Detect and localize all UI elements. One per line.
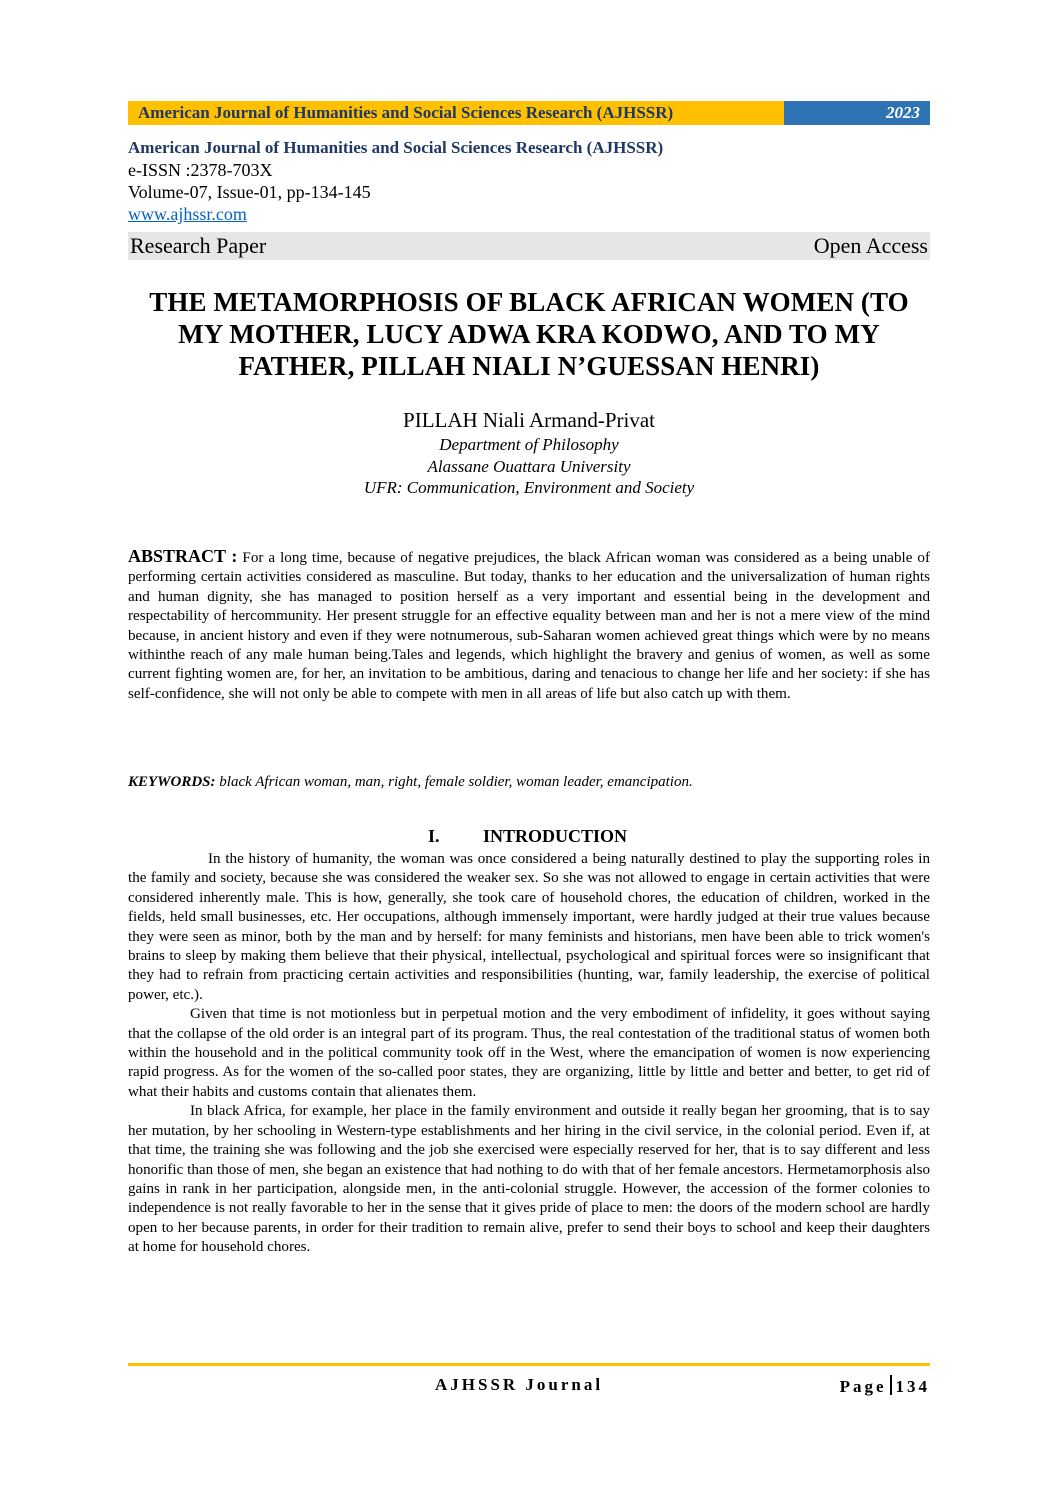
journal-name: American Journal of Humanities and Social Sciences Research (AJHSSR) [128,138,664,157]
section-number: I. [428,826,440,846]
paper-title [128,286,930,382]
footer-page [840,1375,930,1397]
paragraph: Given that time is not motionless but in perpetual motion and the very embodiment of infidelity, it goes without saying that the collapse of the old order is an integral part of its program. Thus, the real contestation of the traditional status of women both within the household and in the political community took off in the West, where the emancipation of women is now experiencing rapid progress. As for the women of the so-called poor states, they are organizing, little by little and better and better, to get rid of what their habits and customs contain that alienates them. [128,1006,930,1100]
keywords-label: KEYWORDS: [128,774,216,790]
footer-page-label: Page [839,1377,887,1396]
journal-issn: e-ISSN :2378-703X [128,160,273,180]
affiliation-line: Department of Philosophy [439,435,619,454]
affiliation-line: Alassane Ouattara University [427,456,631,476]
header-journal-title: American Journal of Humanities and Social Sciences Research (AJHSSR) [128,101,784,125]
author-name: PILLAH Niali Armand-Privat [403,408,655,432]
title-line: THE METAMORPHOSIS OF BLACK AFRICAN WOMEN (TO [149,287,909,317]
abstract-label: ABSTRACT : [128,546,238,566]
footer-journal: AJHSSR Journal [435,1375,604,1394]
paper-type: Research Paper [130,233,267,258]
paragraph: In the history of humanity, the woman was once considered a being naturally destined to play the supporting roles in the family and society, because she was considered the weaker sex. So she was not allowed to engage in certain activities that were considered inherently male. This is how, generally, she took care of household chores, the education of children, worked in the fields, held small businesses, etc. Her occupations, although immensely important, were hardly judged at their true values because they were seen as minor, both by the man and by herself: for many feminists and historians, men have been able to trick women's brains to sleep by making them believe that their physical, intellectual, psychological and spiritual forces were so insignificant that they had to refrain from practicing certain activities and responsibilities (hunting, war, family leadership, the exercise of political power, etc.). [128,851,930,1003]
journal-info [128,137,930,225]
footer-page-number: 134 [895,1377,930,1396]
abstract [128,547,930,704]
author-affiliation [128,434,930,499]
journal-header-bar [128,101,930,125]
header-year: 2023 [784,101,930,125]
affiliation-line: UFR: Communication, Environment and Society [363,478,695,497]
journal-url-link[interactable]: www.ajhssr.com [128,204,247,224]
section-title: INTRODUCTION [483,826,628,846]
paragraph: In black Africa, for example, her place in the family environment and outside it really began her grooming, that is to say her mutation, by her schooling in Western-type establishments and her hiring in the civil service, in the colonial period. Even if, at that time, the training she was following and the job she exercised were especially reserved for her, that is to say different and less honorific than those of men, she began an existence that had nothing to do with that of her female ancestors. Hermetamorphosis also gains in rank in her participation, alongside men, in the anti-colonial struggle. However, the accession of the former colonies to independence is not really favorable to her in the sense that it gives pride of place to men: the doors of the modern school are hardly open to her because parents, in order for their tradition to remain alive, prefer to send their boys to school and keep their daughters at home for household chores. [128,1103,930,1256]
abstract-text: For a long time, because of negative prejudices, the black African woman was considered as a being unable of performing certain activities considered as masculine. But today, thanks to her education and the universalization of human rights and human dignity, she has managed to position herself as a very important and essential being in the development and respectability of hercommunity. Her present struggle for an effective equality between man and her is not a mere view of the mind because, in ancient history and even if they were notnumerous, sub-Saharan women achieved great things which were by no means withinthe reach of any male human being.Tales and legends, which highlight the bravery and genius of women, as well as some current fighting women are, for her, an invitation to be ambitious, daring and tenacious to change her life and her society: if she has self-confidence, she will not only be able to compete with men in all areas of life but also catch up with them. [128,550,930,702]
access-type: Open Access [813,233,928,258]
footer-separator [890,1375,892,1395]
keywords [128,774,930,791]
journal-volume: Volume-07, Issue-01, pp-134-145 [128,182,371,202]
paper-type-bar [128,232,930,260]
keywords-text: black African woman, man, right, female soldier, woman leader, emancipation. [219,774,693,790]
title-line: FATHER, PILLAH NIALI N’GUESSAN HENRI) [238,351,820,381]
introduction-body [128,850,930,1258]
title-line: MY MOTHER, LUCY ADWA KRA KODWO, AND TO MY [178,319,880,349]
footer-rule [128,1363,930,1366]
